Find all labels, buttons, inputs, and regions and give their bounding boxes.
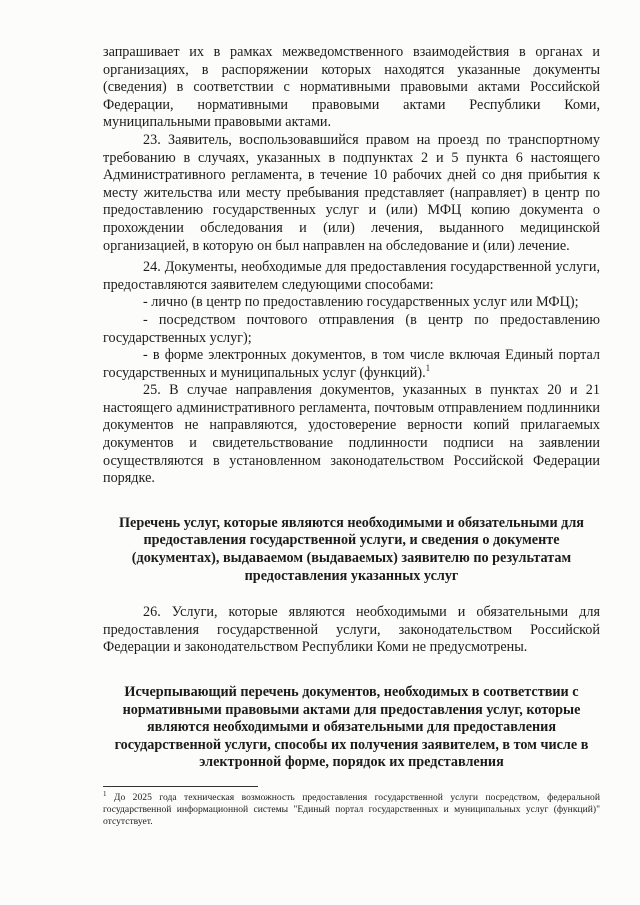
paragraph-continuation: запрашивает их в рамках межведомственного взаимодействия в органах и организациях, в распоряжении которых находятся указанные документы (сведения) в соответствии с нормативными правовыми актами Российской Федерации, нормативными правовыми актами Республики Коми, муниципальными правовыми актами. [103, 44, 600, 131]
footnote-separator [103, 786, 258, 787]
document-body [103, 44, 600, 772]
paragraph-24-item-2: - посредством почтового отправления (в центр по предоставлению государственных услуг); [103, 311, 600, 346]
paragraph-26: 26. Услуги, которые являются необходимыми и обязательными для предоставления государственной услуги, законодательством Российской Федерации и законодательством Республики Коми не предусмотрены. [103, 604, 600, 656]
footnote-marker: 1 [103, 790, 107, 798]
paragraph-24-item-3 [103, 347, 600, 382]
footnote-text: До 2025 года техническая возможность предоставления государственной услуги посредством, федеральной государственной информационной системы "Единый портал государственных и муниципальных услуг (функций)" отсутствует. [103, 792, 600, 828]
footnote-reference: 1 [425, 362, 431, 373]
footnote [103, 792, 600, 829]
section-heading-2: Исчерпывающий перечень документов, необходимых в соответствии с нормативными правовыми актами для предоставления услуг, которые являются необходимыми и обязательными для предоставления государственной услуги, способы их получения заявителем, в том числе в электронной форме, порядок их представления [114, 684, 589, 771]
paragraph-25: 25. В случае направления документов, указанных в пунктах 20 и 21 настоящего административного регламента, почтовым отправлением подлинники документов не направляются, удостоверение верности копий прилагаемых документов и свидетельствование подлинности подписи на заявлении осуществляются в установленном законодательством Российской Федерации порядке. [103, 382, 600, 487]
paragraph-24-item-1: - лично (в центр по предоставлению государственных услуг или МФЦ); [143, 294, 579, 311]
paragraph-24: 24. Документы, необходимые для предоставления государственной услуги, предоставляются заявителем следующими способами: [103, 259, 600, 293]
paragraph-23: 23. Заявитель, воспользовавшийся правом на проезд по транспортному требованию в случаях, указанных в подпунктах 2 и 5 пункта 6 настоящего Административного регламента, в течение 10 рабочих дней со дня прибытия к месту жительства или месту пребывания представляет (направляет) в центр по предоставлению государственных услуг и (или) МФЦ копию документа о прохождении обследования и (или) лечения, выданного медицинской организацией, в которую он был направлен на обследование и (или) лечение. [103, 131, 600, 254]
paragraph-24-item-3-text: - в форме электронных документов, в том числе включая Единый портал государственных и муниципальных услуг (функций). [103, 347, 600, 381]
section-heading-1: Перечень услуг, которые являются необходимыми и обязательными для предоставления государственной услуги, и сведения о документе (документах), выдаваемом (выдаваемых) заявителю по результатам предоставления указанных услуг [119, 514, 584, 584]
